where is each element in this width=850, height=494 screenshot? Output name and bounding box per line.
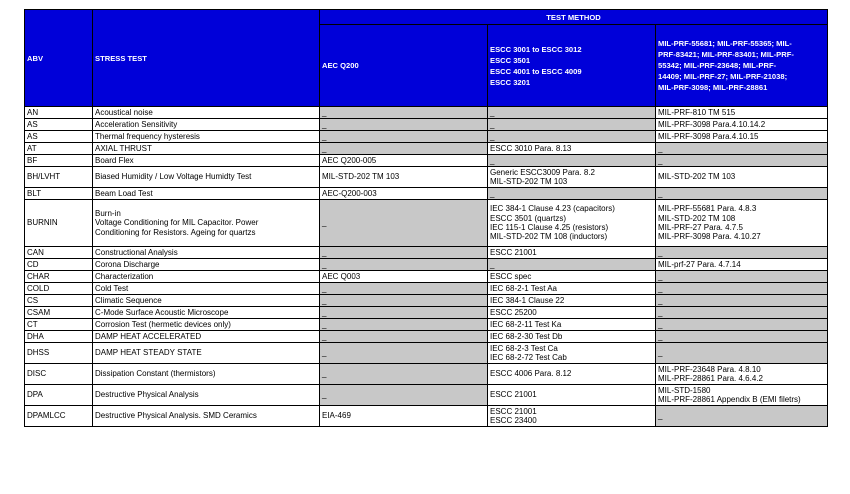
cell-line: ESCC 21001 <box>490 247 537 257</box>
cell-escc <box>488 307 656 319</box>
cell-stress-test <box>93 319 320 331</box>
cell-aec-q200 <box>320 200 488 247</box>
cell-line: Board Flex <box>95 155 134 165</box>
cell-aec-q200 <box>320 119 488 131</box>
cell-mil-prf <box>656 143 828 155</box>
cell-abv: DPAMLCC <box>25 406 93 427</box>
cell-line: Acceleration Sensitivity <box>95 119 178 129</box>
mil-header-line: MIL-PRF-55681; MIL-PRF-55365; MIL- <box>658 39 792 48</box>
table-body <box>25 107 828 427</box>
cell-line: _ <box>322 259 327 269</box>
cell-line: Constructional Analysis <box>95 247 178 257</box>
cell-mil-prf <box>656 343 828 364</box>
cell-aec-q200 <box>320 155 488 167</box>
cell-line: MIL-STD-202 TM 108 <box>658 213 736 223</box>
cell-line: _ <box>322 390 327 400</box>
mil-header-line: PRF-83421; MIL-PRF-83401; MIL-PRF- <box>658 50 794 59</box>
cell-mil-prf <box>656 107 828 119</box>
cell-mil-prf <box>656 167 828 188</box>
cell-line: _ <box>322 143 327 153</box>
cell-stress-test <box>93 143 320 155</box>
escc-header-line: ESCC 3201 <box>490 77 531 87</box>
cell-escc <box>488 247 656 259</box>
cell-line: MIL-STD-202 TM 103 <box>658 172 736 182</box>
table-row <box>25 119 828 131</box>
cell-stress-test <box>93 406 320 427</box>
cell-aec-q200 <box>320 167 488 188</box>
cell-aec-q200 <box>320 319 488 331</box>
cell-aec-q200 <box>320 406 488 427</box>
cell-line: _ <box>490 131 495 141</box>
cell-line: Acoustical noise <box>95 107 153 117</box>
cell-line: _ <box>658 247 663 257</box>
cell-escc <box>488 188 656 200</box>
cell-abv: CAN <box>25 247 93 259</box>
cell-line: C-Mode Surface Acoustic Microscope <box>95 307 229 317</box>
cell-line: MIL-PRF-28861 Appendix B (EMI filetrs) <box>658 395 801 404</box>
cell-line: _ <box>658 295 663 305</box>
cell-mil-prf <box>656 364 828 385</box>
cell-stress-test <box>93 385 320 406</box>
cell-mil-prf <box>656 319 828 331</box>
table-row <box>25 343 828 364</box>
table-row <box>25 259 828 271</box>
cell-line: Cold Test <box>95 283 129 293</box>
cell-mil-prf <box>656 406 828 427</box>
cell-line: Characterization <box>95 271 154 281</box>
cell-mil-prf <box>656 295 828 307</box>
cell-line: _ <box>490 155 495 165</box>
cell-line: Conditioning for Resistors. Ageing for quartzs <box>95 227 256 237</box>
cell-line: Thermal frequency hysteresis <box>95 131 200 141</box>
cell-aec-q200 <box>320 247 488 259</box>
cell-escc <box>488 155 656 167</box>
column-group-test-method: TEST METHOD <box>320 10 828 25</box>
cell-escc <box>488 319 656 331</box>
cell-line: Beam Load Test <box>95 188 153 198</box>
cell-line: MIL-PRF-27 Para. 4.7.5 <box>658 223 743 232</box>
table-row <box>25 167 828 188</box>
cell-mil-prf <box>656 331 828 343</box>
cell-line: _ <box>658 331 663 341</box>
column-header-mil <box>656 25 828 107</box>
cell-line: ESCC 3010 Para. 8.13 <box>490 143 572 153</box>
cell-mil-prf <box>656 188 828 200</box>
cell-abv: DHSS <box>25 343 93 364</box>
cell-abv: CD <box>25 259 93 271</box>
cell-line: Voltage Conditioning for MIL Capacitor. Power <box>95 218 259 228</box>
cell-stress-test <box>93 247 320 259</box>
cell-line: IEC 384-1 Clause 4.23 (capacitors) <box>490 204 615 214</box>
cell-stress-test <box>93 343 320 364</box>
cell-line: IEC 68-2-72 Test Cab <box>490 353 567 362</box>
cell-aec-q200 <box>320 259 488 271</box>
column-header-escc <box>488 25 656 107</box>
table-row <box>25 319 828 331</box>
cell-line: _ <box>490 107 495 117</box>
table-row <box>25 143 828 155</box>
cell-escc <box>488 167 656 188</box>
cell-aec-q200 <box>320 331 488 343</box>
cell-line: _ <box>490 259 495 269</box>
cell-line: MIL-PRF-3098 Para.4.10.15 <box>658 131 759 141</box>
table-header <box>25 10 828 107</box>
cell-line: Generic ESCC3009 Para. 8.2 <box>490 167 595 177</box>
cell-line: Corona Discharge <box>95 259 160 269</box>
cell-line: IEC 68-2-30 Test Db <box>490 331 563 341</box>
table-row <box>25 271 828 283</box>
cell-line: _ <box>322 283 327 293</box>
cell-abv: DISC <box>25 364 93 385</box>
table-row <box>25 131 828 143</box>
table-row <box>25 283 828 295</box>
cell-aec-q200 <box>320 283 488 295</box>
cell-line: _ <box>322 218 327 228</box>
cell-line: MIL-prf-27 Para. 4.7.14 <box>658 259 741 269</box>
cell-aec-q200 <box>320 131 488 143</box>
column-header-aec: AEC Q200 <box>320 25 488 107</box>
cell-line: Biased Humidity / Low Voltage Humidty Test <box>95 172 252 182</box>
escc-header-line: ESCC 4001 to ESCC 4009 <box>490 66 582 76</box>
cell-line: _ <box>658 307 663 317</box>
cell-line: Corrosion Test (hermetic devices only) <box>95 319 231 329</box>
cell-line: _ <box>322 369 327 379</box>
cell-line: MIL-PRF-3098 Para. 4.10.27 <box>658 232 761 242</box>
cell-line: _ <box>322 131 327 141</box>
cell-escc <box>488 283 656 295</box>
cell-stress-test <box>93 167 320 188</box>
cell-escc <box>488 143 656 155</box>
cell-line: _ <box>658 155 663 165</box>
cell-mil-prf <box>656 155 828 167</box>
cell-escc <box>488 271 656 283</box>
cell-stress-test <box>93 200 320 247</box>
cell-abv: CT <box>25 319 93 331</box>
cell-line: MIL-STD-202 TM 103 <box>322 172 400 182</box>
cell-line: Destructive Physical Analysis <box>95 390 199 400</box>
cell-abv: COLD <box>25 283 93 295</box>
cell-line: MIL-PRF-23648 Para. 4.8.10 <box>658 364 761 374</box>
cell-stress-test <box>93 283 320 295</box>
cell-escc <box>488 107 656 119</box>
cell-line: MIL-PRF-55681 Para. 4.8.3 <box>658 204 757 214</box>
cell-line: _ <box>322 107 327 117</box>
cell-abv: BLT <box>25 188 93 200</box>
cell-line: _ <box>658 348 663 358</box>
column-header-stress-test: STRESS TEST <box>93 10 320 107</box>
cell-abv: AS <box>25 131 93 143</box>
cell-escc <box>488 343 656 364</box>
cell-mil-prf <box>656 385 828 406</box>
cell-mil-prf <box>656 131 828 143</box>
cell-line: ESCC 21001 <box>490 406 537 416</box>
cell-aec-q200 <box>320 143 488 155</box>
cell-stress-test <box>93 155 320 167</box>
cell-line: Destructive Physical Analysis. SMD Ceramics <box>95 411 257 421</box>
cell-line: MIL-STD-202 TM 108 (inductors) <box>490 232 608 242</box>
cell-line: DAMP HEAT STEADY STATE <box>95 348 202 358</box>
table-row <box>25 364 828 385</box>
cell-line: _ <box>322 295 327 305</box>
cell-line: _ <box>322 331 327 341</box>
cell-line: AEC Q200-005 <box>322 155 377 165</box>
cell-mil-prf <box>656 271 828 283</box>
cell-line: IEC 68-2-3 Test Ca <box>490 343 558 353</box>
cell-stress-test <box>93 188 320 200</box>
cell-abv: DHA <box>25 331 93 343</box>
table-row <box>25 188 828 200</box>
stress-test-table <box>24 9 828 427</box>
cell-aec-q200 <box>320 307 488 319</box>
mil-header-line: MIL-PRF-3098; MIL-PRF-28861 <box>658 83 768 92</box>
mil-header-line: 14409; MIL-PRF-27; MIL-PRF-21038; <box>658 72 788 81</box>
cell-escc <box>488 406 656 427</box>
cell-stress-test <box>93 107 320 119</box>
cell-abv: AN <box>25 107 93 119</box>
cell-stress-test <box>93 119 320 131</box>
cell-line: EIA-469 <box>322 411 351 421</box>
cell-line: _ <box>658 283 663 293</box>
cell-mil-prf <box>656 283 828 295</box>
cell-line: MIL-STD-202 TM 103 <box>490 177 568 186</box>
table-row <box>25 385 828 406</box>
cell-line: MIL-PRF-810 TM 515 <box>658 107 736 117</box>
cell-line: _ <box>490 188 495 198</box>
cell-line: _ <box>322 119 327 129</box>
cell-escc <box>488 364 656 385</box>
cell-escc <box>488 131 656 143</box>
cell-line: _ <box>658 188 663 198</box>
cell-stress-test <box>93 271 320 283</box>
cell-line: MIL-PRF-28861 Para. 4.6.4.2 <box>658 374 763 383</box>
cell-line: ESCC 21001 <box>490 390 537 400</box>
cell-abv: CSAM <box>25 307 93 319</box>
cell-line: AXIAL THRUST <box>95 143 152 153</box>
table-row <box>25 406 828 427</box>
cell-escc <box>488 385 656 406</box>
cell-line: ESCC 25200 <box>490 307 537 317</box>
cell-mil-prf <box>656 200 828 247</box>
cell-line: Burn-in <box>95 208 121 218</box>
cell-line: AEC Q003 <box>322 271 361 281</box>
cell-escc <box>488 119 656 131</box>
cell-line: DAMP HEAT ACCELERATED <box>95 331 202 341</box>
cell-mil-prf <box>656 119 828 131</box>
cell-line: _ <box>490 119 495 129</box>
cell-escc <box>488 331 656 343</box>
cell-abv: BURNIN <box>25 200 93 247</box>
cell-abv: CS <box>25 295 93 307</box>
cell-stress-test <box>93 131 320 143</box>
cell-line: MIL-STD-1580 <box>658 385 711 395</box>
cell-line: _ <box>322 307 327 317</box>
cell-line: AEC-Q200-003 <box>322 188 377 198</box>
cell-aec-q200 <box>320 364 488 385</box>
column-header-abv: ABV <box>25 10 93 107</box>
mil-header-line: 55342; MIL-PRF-23648; MIL-PRF- <box>658 61 777 70</box>
cell-line: _ <box>322 348 327 358</box>
cell-line: _ <box>658 271 663 281</box>
cell-line: ESCC 4006 Para. 8.12 <box>490 369 572 379</box>
cell-escc <box>488 200 656 247</box>
cell-line: _ <box>658 143 663 153</box>
cell-line: _ <box>322 247 327 257</box>
table-row <box>25 107 828 119</box>
cell-line: _ <box>658 319 663 329</box>
cell-escc <box>488 295 656 307</box>
cell-line: Dissipation Constant (thermistors) <box>95 369 216 379</box>
cell-aec-q200 <box>320 107 488 119</box>
cell-aec-q200 <box>320 188 488 200</box>
cell-stress-test <box>93 331 320 343</box>
table-row <box>25 200 828 247</box>
cell-mil-prf <box>656 259 828 271</box>
cell-line: IEC 68-2-1 Test Aa <box>490 283 557 293</box>
cell-escc <box>488 259 656 271</box>
header-row-top <box>25 10 828 25</box>
table-row <box>25 155 828 167</box>
cell-mil-prf <box>656 307 828 319</box>
cell-line: MIL-PRF-3098 Para.4.10.14.2 <box>658 119 766 129</box>
cell-abv: AT <box>25 143 93 155</box>
cell-line: _ <box>658 411 663 421</box>
cell-abv: CHAR <box>25 271 93 283</box>
cell-abv: DPA <box>25 385 93 406</box>
table-row <box>25 331 828 343</box>
cell-aec-q200 <box>320 271 488 283</box>
cell-mil-prf <box>656 247 828 259</box>
cell-line: ESCC 23400 <box>490 416 537 425</box>
cell-aec-q200 <box>320 385 488 406</box>
cell-line: ESCC spec <box>490 271 532 281</box>
cell-line: Climatic Sequence <box>95 295 162 305</box>
cell-abv: BH/LVHT <box>25 167 93 188</box>
cell-line: IEC 384-1 Clause 22 <box>490 295 565 305</box>
cell-line: IEC 68-2-11 Test Ka <box>490 319 562 329</box>
cell-stress-test <box>93 295 320 307</box>
cell-aec-q200 <box>320 295 488 307</box>
escc-header-line: ESCC 3501 <box>490 55 531 65</box>
cell-line: ESCC 3501 (quartzs) <box>490 213 567 223</box>
table-row <box>25 295 828 307</box>
cell-line: IEC 115-1 Clause 4.25 (resistors) <box>490 223 609 232</box>
cell-abv: AS <box>25 119 93 131</box>
cell-aec-q200 <box>320 343 488 364</box>
cell-stress-test <box>93 259 320 271</box>
cell-stress-test <box>93 307 320 319</box>
cell-stress-test <box>93 364 320 385</box>
table-row <box>25 247 828 259</box>
cell-line: _ <box>322 319 327 329</box>
escc-header-line: ESCC 3001 to ESCC 3012 <box>490 44 582 54</box>
table-row <box>25 307 828 319</box>
cell-abv: BF <box>25 155 93 167</box>
